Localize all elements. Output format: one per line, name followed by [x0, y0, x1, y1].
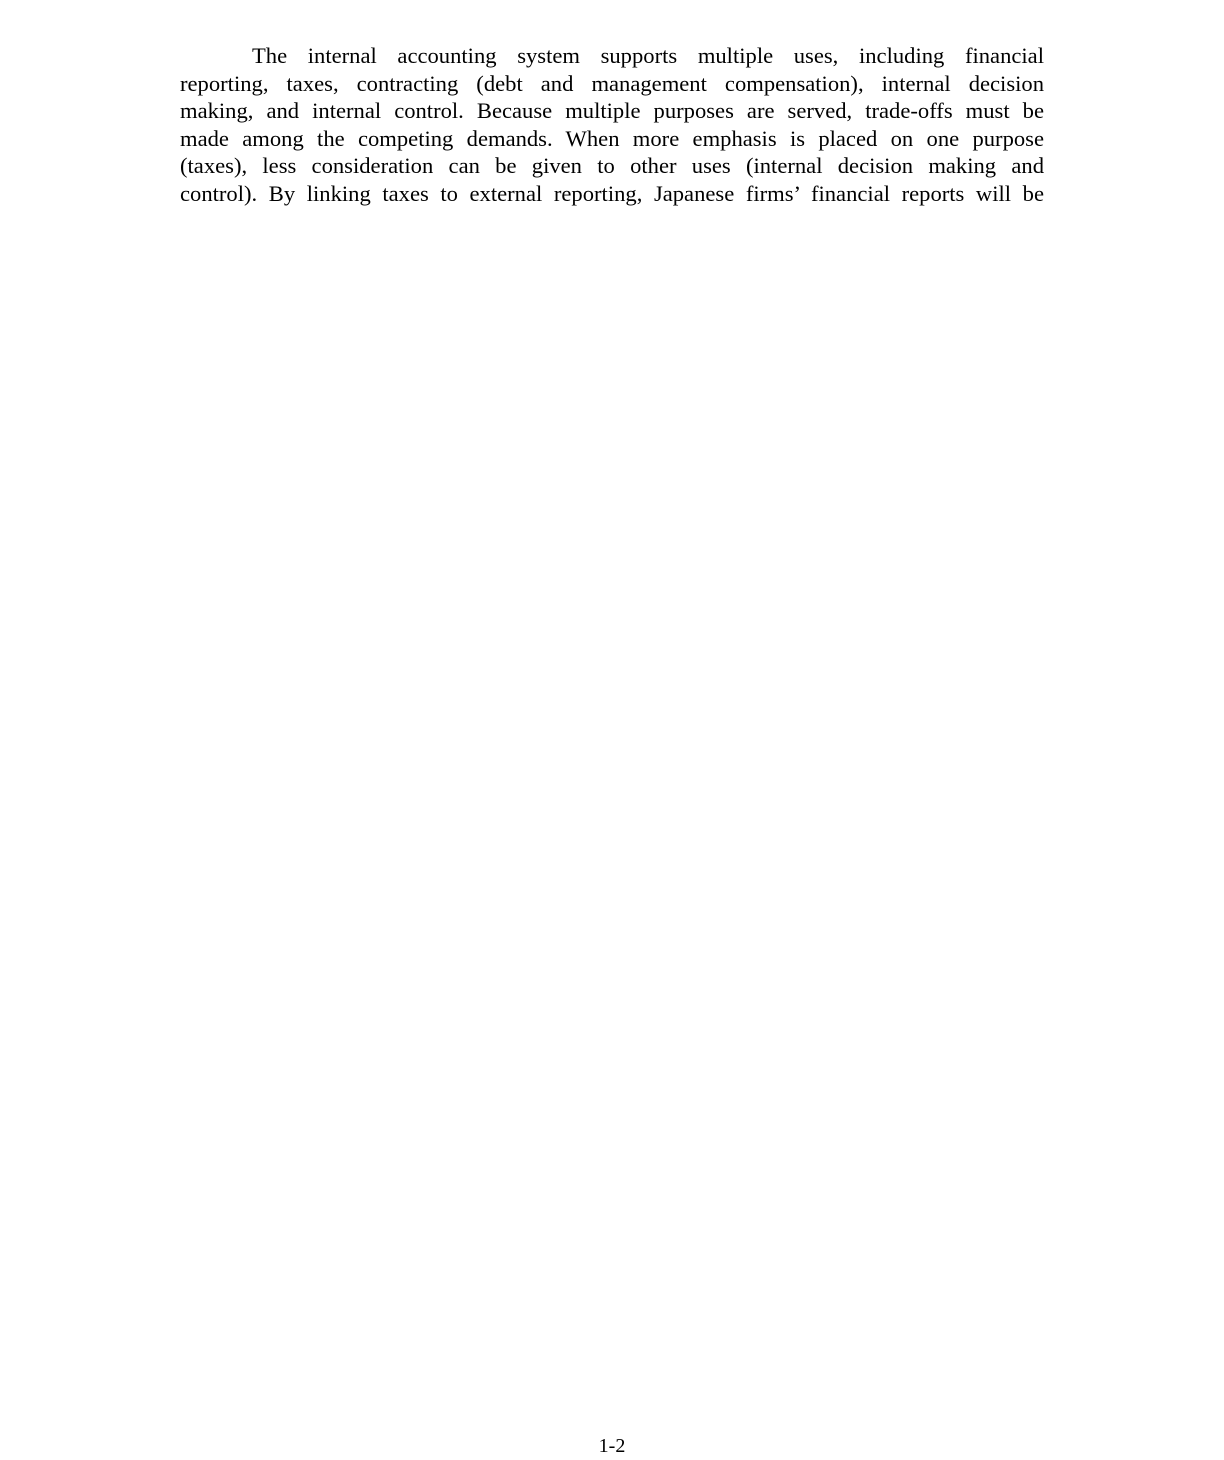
paragraph-line: made among the competing demands. When more emphasis is placed on one purpose — [180, 125, 1044, 151]
paragraph-line: (taxes), less consideration can be given to other uses (internal decision making and — [180, 153, 1044, 179]
paragraph-line: control). By linking taxes to external reporting, Japanese firms’ financial reports will be — [180, 180, 1044, 206]
body-paragraph — [180, 42, 1044, 208]
paragraph-line: The internal accounting system supports multiple uses, including financial — [252, 43, 1044, 68]
page-number: 1-2 — [598, 1435, 626, 1457]
paragraph-line: reporting, taxes, contracting (debt and management compensation), internal decision — [180, 70, 1044, 96]
paragraph-line: making, and internal control. Because multiple purposes are served, trade-offs must be — [180, 98, 1044, 124]
